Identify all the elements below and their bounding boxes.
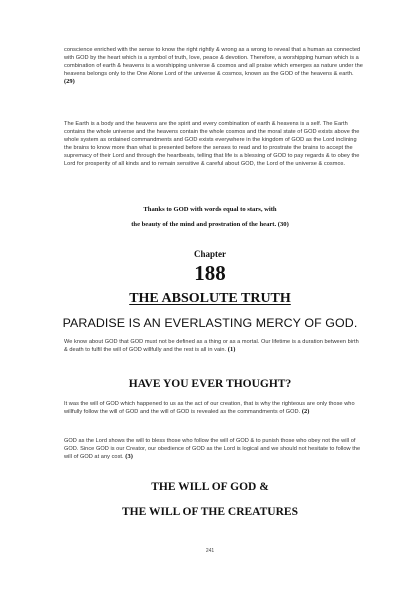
heading-will-of-god: THE WILL OF GOD &: [151, 481, 269, 493]
heading-will-of-creatures: THE WILL OF THE CREATURES: [122, 506, 298, 518]
reference-number: (29): [64, 78, 75, 85]
paragraph-know-god: We know about GOD that GOD must not be defined as a thing or as a mortal. Our lifetime is a duration between birth & death to fulfil the will of GOD willfully and the rest is all in vain. (1): [64, 339, 359, 353]
chapter-label: Chapter: [194, 249, 226, 259]
page-number: 241: [205, 548, 215, 554]
paragraph-will-of-god: It was the will of GOD which happened to us as the act of our creation, that is why the righteous are only those who willfully follow the will of GOD and the will of GOD is revealed as the commandments of GOD. (2): [64, 401, 355, 415]
quote-line-2: the beauty of the mind and prostration of the heart. (30): [131, 221, 289, 228]
paragraph-intro: conscience enriched with the sense to know the right rightly & wrong as a wrong to reveal that a human as connected with GOD by the heart which is a symbol of truth, love, peace & devotion. Therefore, a worshipping human which is a combination of earth & heavens is a worshipping universe & cosmos and all praise which emerges as nature under the heavens belongs only to the One Alone Lord of the universe & cosmos, known as the GOD of the heavens & earth. (29): [64, 47, 363, 85]
quote-line-1: Thanks to GOD with words equal to stars, with: [143, 206, 277, 213]
paragraph-lord-blesses: GOD as the Lord shows the will to bless those who follow the will of GOD & to punish those who obey not the will of GOD. Since GOD is our Creator, our obedience of GOD as the Lord is logical and we should not hesitate to follow the will of GOD at any cost. (3): [64, 438, 361, 460]
reference-number: (3): [125, 453, 133, 460]
reference-number: (2): [301, 408, 310, 415]
reference-number: (1): [227, 346, 236, 353]
chapter-number: 188: [194, 261, 226, 285]
chapter-title: THE ABSOLUTE TRUTH: [129, 291, 291, 306]
paragraph-earth-heavens: The Earth is a body and the heavens are the spirit and every combination of earth & heavens is a self. The Earth contains the whole universe and the heavens contain the whole cosmos and the moral state of GOD exists above the whole system as ordained commandments and GOD exists everywhere in the kingdom of GOD as the Lord inclining the brains to know more than what is presented before the senses to read and to prostrate the brains to accept the supremacy of their Lord and through the heartbeats, telling that life is a blessing of GOD to pay regards & to obey the Lord for prosperity of all kinds and to remain sensitive & careful about GOD, the Lord of the universe & cosmos.: [64, 121, 360, 167]
chapter-subtitle: PARADISE IS AN EVERLASTING MERCY OF GOD.: [62, 316, 358, 330]
heading-have-you-thought: HAVE YOU EVER THOUGHT?: [128, 378, 292, 390]
